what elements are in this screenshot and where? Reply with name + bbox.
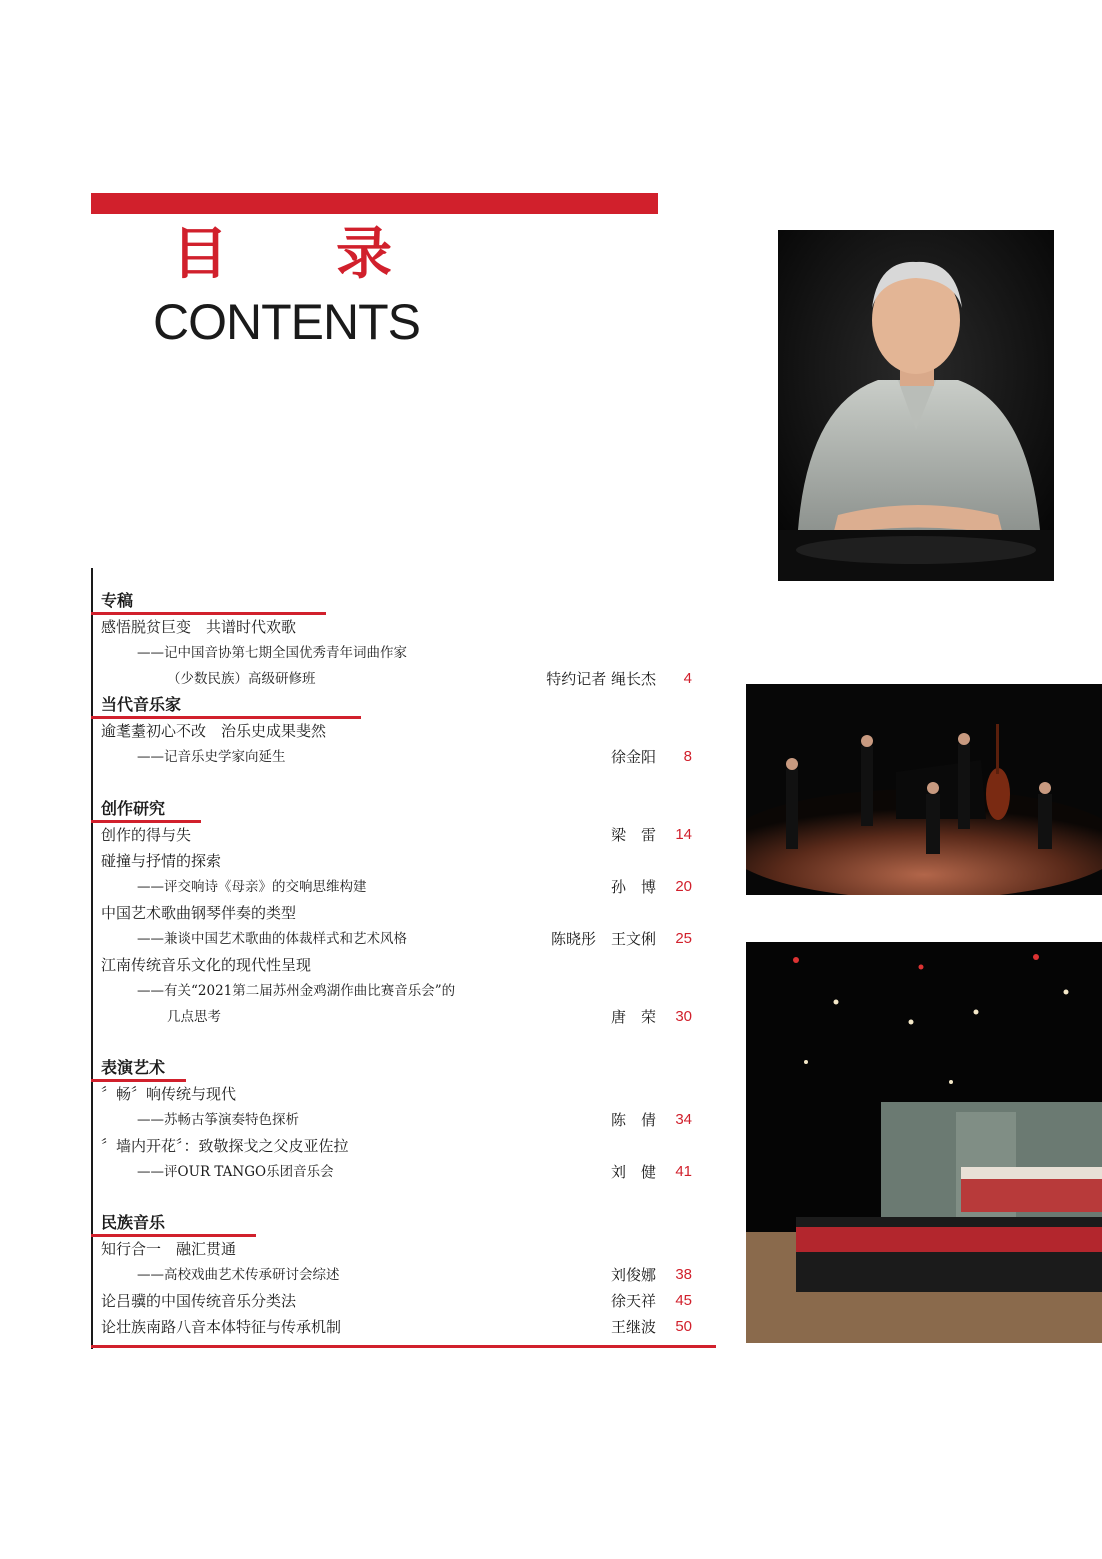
entry-subtitle: ——评OUR TANGO乐团音乐会 — [137, 1164, 334, 1180]
section-heading-musicians: 当代音乐家 — [101, 695, 182, 714]
entry-title[interactable]: 论壮族南路八音本体特征与传承机制 — [101, 1318, 342, 1336]
entry-author: 徐金阳 — [610, 748, 656, 766]
toc-bottom-rule — [91, 1345, 716, 1348]
entry-title[interactable]: 创作的得与失 — [101, 826, 192, 844]
entry-author: 孙 博 — [610, 878, 656, 896]
entry-title[interactable]: 中国艺术歌曲钢琴伴奏的类型 — [101, 904, 297, 922]
entry-subtitle-cont: 几点思考 — [167, 1009, 221, 1025]
entry-subtitle: ——高校戏曲艺术传承研讨会综述 — [137, 1267, 340, 1283]
title-english: CONTENTS — [153, 294, 420, 350]
entry-subtitle: ——评交响诗《母亲》的交响思维构建 — [137, 879, 367, 895]
entry-author: 刘俊娜 — [610, 1266, 656, 1284]
entry-subtitle: ——兼谈中国艺术歌曲的体裁样式和艺术风格 — [137, 931, 407, 947]
section-heading-composition: 创作研究 — [101, 799, 166, 818]
section-heading-zhuangao: 专稿 — [101, 591, 134, 610]
toc-left-rule — [91, 568, 93, 1349]
entry-page-number[interactable]: 45 — [675, 1292, 692, 1309]
entry-title[interactable]: 〞墙内开花〞：致敬探戈之父皮亚佐拉 — [101, 1137, 349, 1155]
section-rule — [91, 716, 361, 719]
choir-concert-photo — [746, 942, 1102, 1343]
entry-title[interactable]: 碰撞与抒情的探索 — [101, 852, 222, 870]
header-red-bar — [91, 193, 658, 214]
section-rule — [91, 820, 201, 823]
entry-author: 徐天祥 — [610, 1292, 656, 1310]
entry-page-number[interactable]: 50 — [675, 1318, 692, 1335]
entry-author: 刘 健 — [610, 1163, 656, 1181]
entry-page-number[interactable]: 20 — [675, 878, 692, 895]
concert-quintet-photo — [746, 684, 1102, 895]
entry-subtitle: ——苏畅古筝演奏特色探析 — [137, 1112, 299, 1128]
entry-author: 陈 倩 — [610, 1111, 656, 1129]
title-char-1: 目 — [172, 222, 228, 287]
entry-page-number[interactable]: 34 — [675, 1111, 692, 1128]
entry-subtitle: ——有关“2021第二届苏州金鸡湖作曲比赛音乐会”的 — [137, 983, 456, 999]
entry-title[interactable]: 知行合一 融汇贯通 — [101, 1240, 237, 1258]
entry-page-number[interactable]: 30 — [675, 1008, 692, 1025]
entry-title[interactable]: 论吕骥的中国传统音乐分类法 — [101, 1292, 297, 1310]
entry-author: 陈晓彤 王文俐 — [550, 930, 656, 948]
entry-title[interactable]: 感悟脱贫巨变 共谱时代欢歌 — [101, 618, 297, 636]
entry-author: 梁 雷 — [610, 826, 656, 844]
section-rule — [91, 1234, 256, 1237]
entry-author: 唐 荣 — [610, 1008, 656, 1026]
entry-page-number[interactable]: 14 — [675, 826, 692, 843]
section-rule — [91, 1079, 186, 1082]
entry-page-number[interactable]: 38 — [675, 1266, 692, 1283]
table-of-contents — [91, 568, 716, 1349]
entry-author: 王继波 — [610, 1318, 656, 1336]
entry-subtitle-cont: （少数民族）高级研修班 — [167, 671, 316, 687]
title-chinese — [172, 222, 392, 288]
entry-page-number[interactable]: 8 — [683, 748, 692, 765]
portrait-photo — [778, 230, 1054, 581]
entry-page-number[interactable]: 41 — [675, 1163, 692, 1180]
title-char-2: 录 — [336, 222, 392, 287]
entry-title[interactable]: 江南传统音乐文化的现代性呈现 — [101, 956, 312, 974]
entry-subtitle: ——记中国音协第七期全国优秀青年词曲作家 — [137, 645, 407, 661]
entry-title[interactable]: 逾耄耋初心不改 治乐史成果斐然 — [101, 722, 327, 740]
section-rule — [91, 612, 326, 615]
entry-title[interactable]: 〞畅〞响传统与现代 — [101, 1085, 237, 1103]
entry-page-number[interactable]: 4 — [683, 670, 692, 687]
entry-page-number[interactable]: 25 — [675, 930, 692, 947]
entry-subtitle: ——记音乐史学家向延生 — [137, 749, 286, 765]
entry-author: 特约记者 绳长杰 — [546, 670, 656, 688]
section-heading-folk-music: 民族音乐 — [101, 1213, 166, 1232]
section-heading-performance: 表演艺术 — [101, 1058, 166, 1077]
